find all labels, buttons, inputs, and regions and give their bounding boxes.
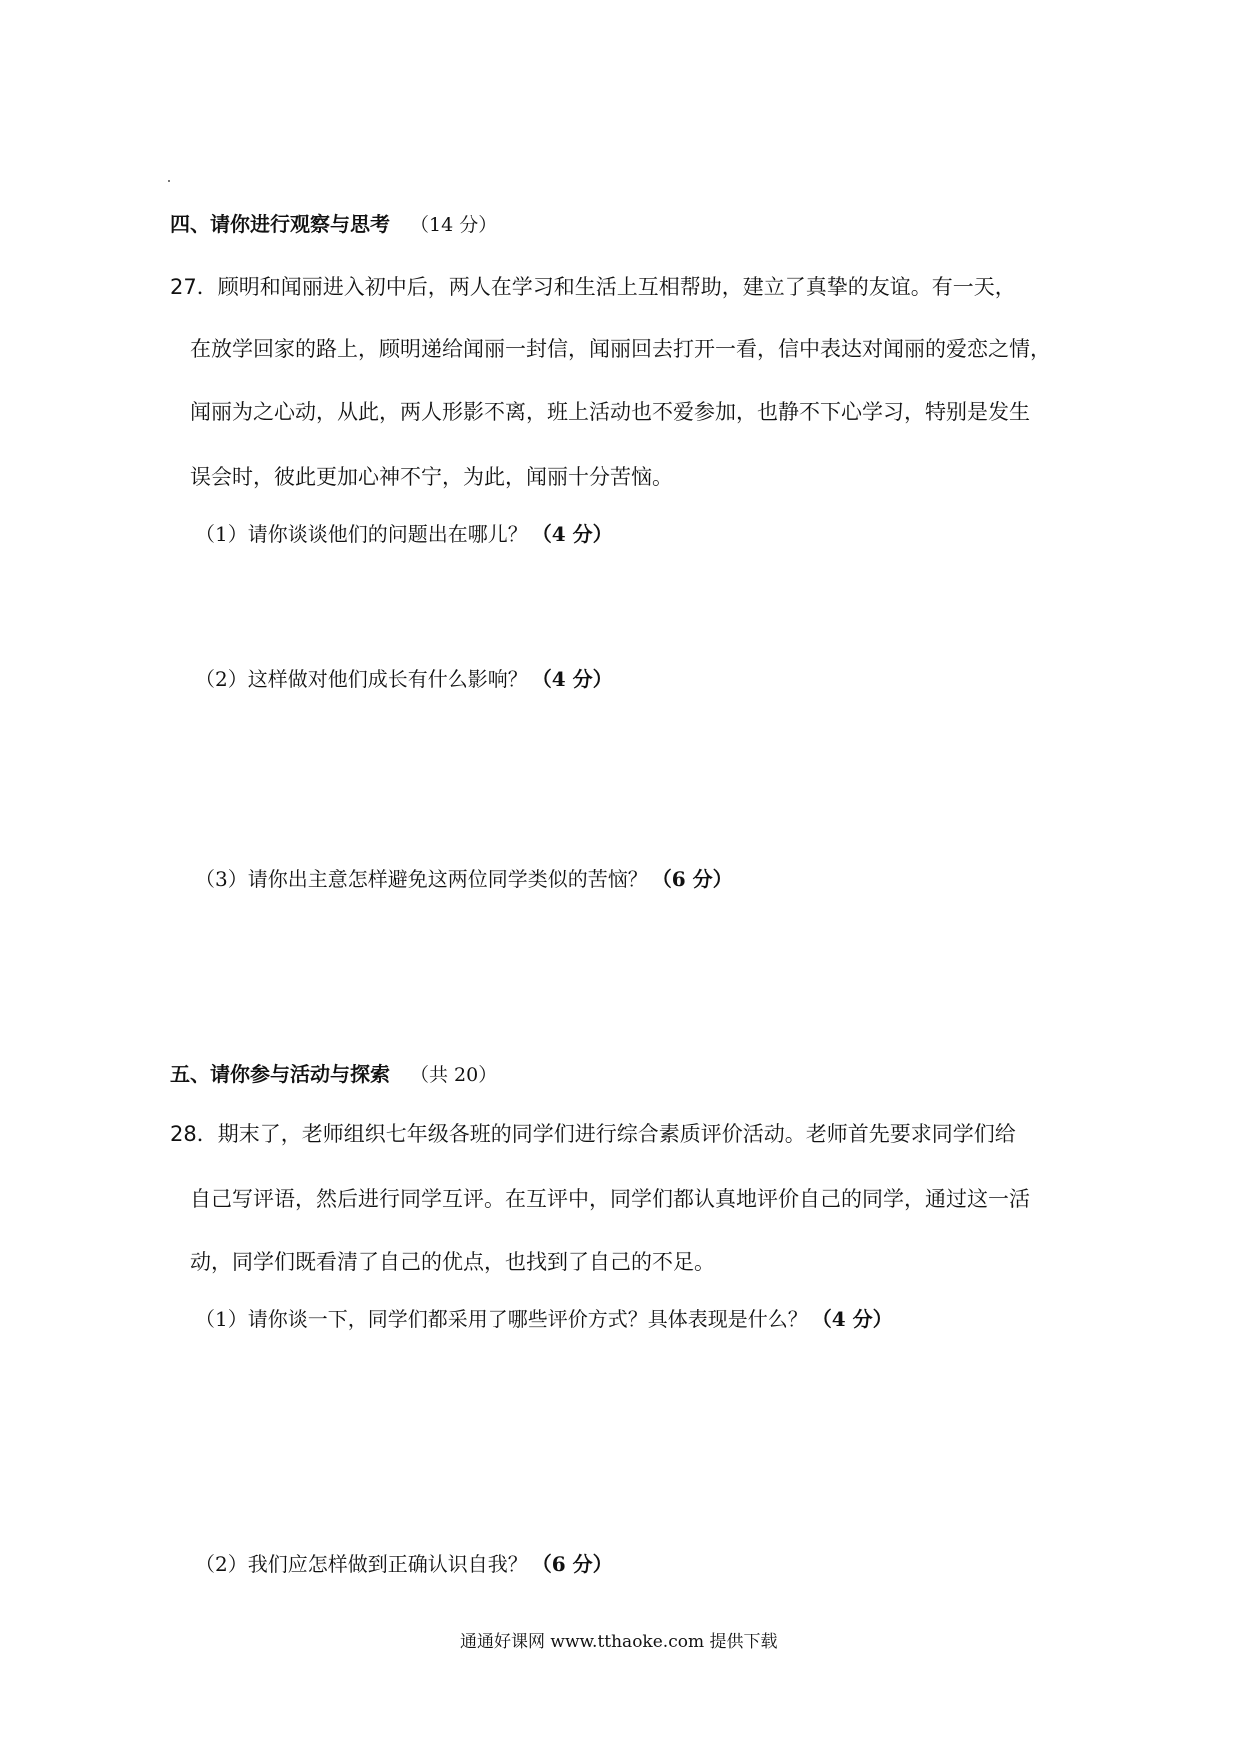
section-5-score: （共 20）: [410, 1064, 498, 1086]
q28-sub2-text: （2）我们应怎样做到正确认识自我？: [195, 1552, 528, 1576]
q27-line-1: 27．顾明和闻丽进入初中后，两人在学习和生活上互相帮助，建立了真挚的友谊。有一天，: [170, 275, 1016, 299]
section-5-title: 五、请你参与活动与探索: [170, 1062, 390, 1086]
q28-line-1: 28．期末了，老师组织七年级各班的同学们进行综合素质评价活动。老师首先要求同学们给: [170, 1122, 1016, 1146]
q27-sub-question-2: [195, 665, 613, 693]
q28-sub1-text: （1）请你谈一下，同学们都采用了哪些评价方式？具体表现是什么？: [195, 1307, 808, 1331]
q27-sub-question-1: [195, 520, 613, 548]
section-4-score: （14 分）: [410, 214, 498, 236]
q27-sub3-text: （3）请你出主意怎样避免这两位同学类似的苦恼？: [195, 867, 648, 891]
q27-sub3-points: （6 分）: [651, 867, 733, 891]
q28-sub1-points: （4 分）: [811, 1307, 893, 1331]
section-4-heading: [170, 210, 497, 239]
q27-sub2-points: （4 分）: [531, 667, 613, 691]
q28-line-2: 自己写评语，然后进行同学互评。在互评中，同学们都认真地评价自己的同学，通过这一活: [190, 1187, 1030, 1211]
q27-sub1-text: （1）请你谈谈他们的问题出在哪儿？: [195, 522, 528, 546]
q27-sub1-points: （4 分）: [531, 522, 613, 546]
q28-sub-question-2: [195, 1550, 613, 1578]
scan-speck: [168, 180, 170, 182]
q27-line-4: 误会时，彼此更加心神不宁，为此，闻丽十分苦恼。: [190, 465, 673, 489]
section-4-title: 四、请你进行观察与思考: [170, 212, 390, 236]
section-5-heading: [170, 1060, 497, 1089]
q28-sub2-points: （6 分）: [531, 1552, 613, 1576]
q27-line-2: 在放学回家的路上，顾明递给闻丽一封信，闻丽回去打开一看，信中表达对闻丽的爱恋之情，: [190, 337, 1051, 361]
q28-sub-question-1: [195, 1305, 893, 1333]
q27-line-3: 闻丽为之心动，从此，两人形影不离，班上活动也不爱参加，也静不下心学习，特别是发生: [190, 400, 1030, 424]
q27-sub-question-3: [195, 865, 733, 893]
q28-line-3: 动，同学们既看清了自己的优点，也找到了自己的不足。: [190, 1250, 715, 1274]
q27-sub2-text: （2）这样做对他们成长有什么影响？: [195, 667, 528, 691]
footer-source: 通通好课网 www.tthaoke.com 提供下载: [460, 1632, 778, 1652]
